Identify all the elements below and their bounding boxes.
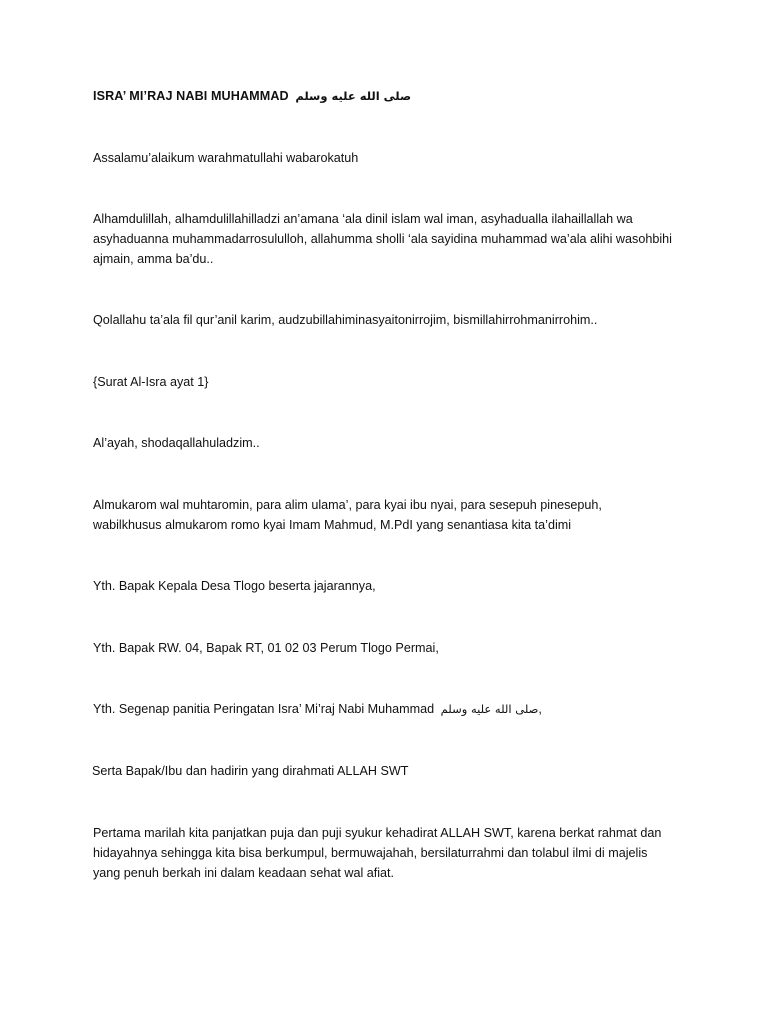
paragraph-rw-rt: Yth. Bapak RW. 04, Bapak RT, 01 02 03 Perum Tlogo Permai,	[93, 641, 439, 655]
paragraph-alayah: Al’ayah, shodaqallahuladzim..	[93, 436, 260, 450]
document-title	[93, 86, 673, 106]
title-text: ISRA’ MI’RAJ NABI MUHAMMAD	[93, 89, 289, 103]
paragraph-salam: Assalamu’alaikum warahmatullahi wabarokatuh	[93, 151, 359, 165]
paragraph-hamdalah: Alhamdulillah, alhamdulillahilladzi an’amana ‘ala dinil islam wal iman, asyhadualla ilahaillallah wa asyhaduanna muhammadarrosululloh, allahumma sholli ‘ala sayidina muhammad wa’ala alihi wasohbihi ajmain, amma ba’du..	[93, 212, 672, 266]
panitia-suffix: ,	[538, 702, 542, 716]
panitia-arabic-salawat: صلى الله عليه وسلم	[440, 702, 539, 716]
paragraph-serta: Serta Bapak/Ibu dan hadirin yang dirahmati ALLAH SWT	[92, 764, 409, 778]
title-arabic-salawat: صلى الله عليه وسلم	[295, 89, 412, 103]
panitia-text: Yth. Segenap panitia Peringatan Isra’ Mi’raj Nabi Muhammad	[93, 702, 435, 716]
paragraph-pertama: Pertama marilah kita panjatkan puja dan puji syukur kehadirat ALLAH SWT, karena berkat rahmat dan hidayahnya sehingga kita bisa berkumpul, bermuwajahah, bersilaturrahmi dan tolabul ilmi di majelis yang penuh berkah ini dalam keadaan sehat wal afiat.	[93, 826, 662, 880]
paragraph-kepala-desa: Yth. Bapak Kepala Desa Tlogo beserta jajarannya,	[93, 579, 376, 593]
paragraph-surat: {Surat Al-Isra ayat 1}	[93, 375, 209, 389]
paragraph-panitia	[93, 699, 673, 719]
paragraph-almukarom: Almukarom wal muhtaromin, para alim ulama’, para kyai ibu nyai, para sesepuh pinesepuh, wabilkhusus almukarom romo kyai Imam Mahmud, M.PdI yang senantiasa kita ta’dimi	[93, 498, 602, 532]
paragraph-qolallahu: Qolallahu ta’ala fil qur’anil karim, audzubillahiminasyaitonirrojim, bismillahirrohmanirrohim..	[93, 313, 598, 327]
